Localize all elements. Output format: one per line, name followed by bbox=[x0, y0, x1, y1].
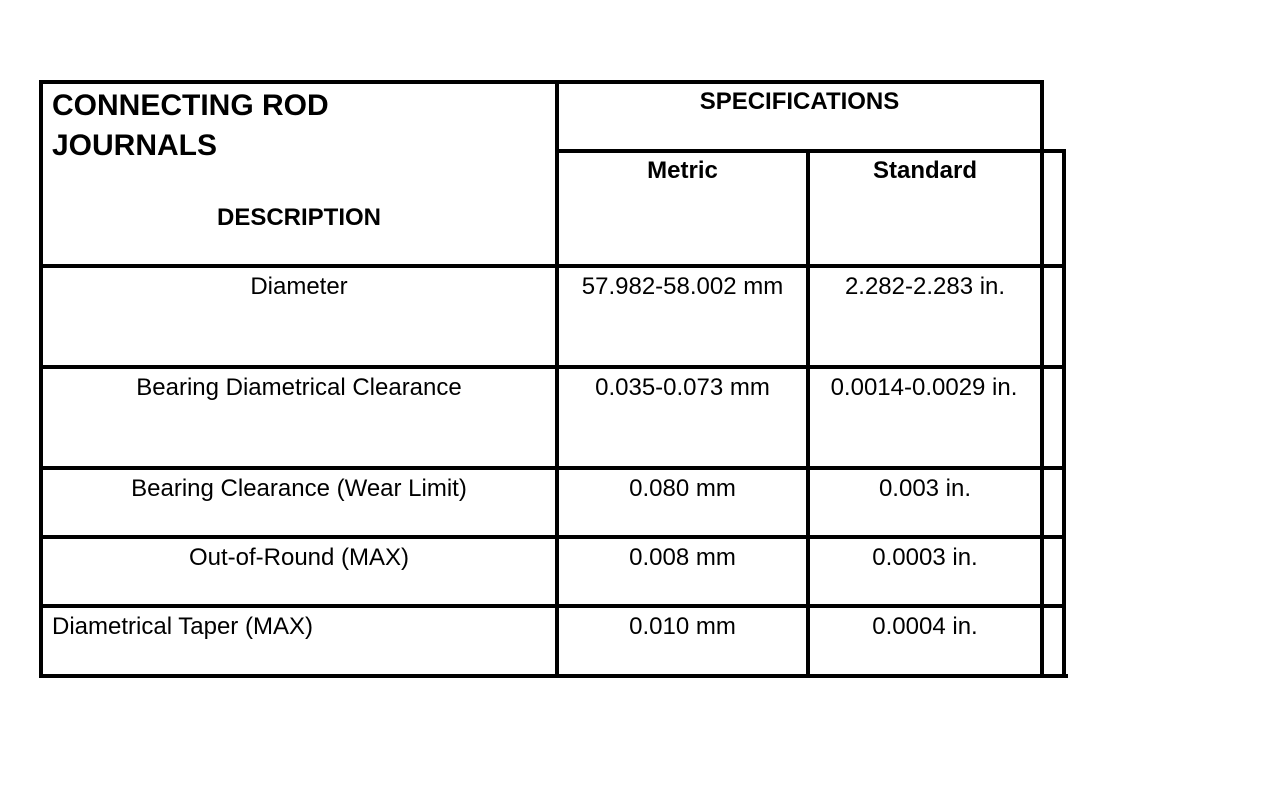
standard-header: Standard bbox=[872, 157, 977, 184]
table-row-1-standard: 2.282-2.283 in. bbox=[844, 273, 1006, 300]
table-row-3-metric: 0.080 mm bbox=[629, 475, 736, 502]
row-4-top-border bbox=[39, 535, 1066, 539]
table-row-2-description: Bearing Diametrical Clearance bbox=[136, 374, 462, 401]
table-row-2-standard: 0.0014-0.0029 in. bbox=[830, 374, 1018, 401]
table-title bbox=[52, 86, 532, 166]
description-header: DESCRIPTION bbox=[216, 204, 381, 231]
table-row-1-metric: 57.982-58.002 mm bbox=[581, 273, 784, 300]
table-row-4-description: Out-of-Round (MAX) bbox=[188, 544, 410, 571]
row-1-top-border bbox=[39, 264, 1066, 268]
table-row-4-metric: 0.008 mm bbox=[629, 544, 736, 571]
table-row-3-description: Bearing Clearance (Wear Limit) bbox=[131, 475, 467, 502]
table-top-border bbox=[39, 80, 1044, 84]
extra-right-border bbox=[1062, 149, 1066, 678]
table-row-4-standard: 0.0003 in. bbox=[872, 544, 978, 571]
table-row-1-description: Diameter bbox=[250, 273, 348, 300]
row-2-top-border bbox=[39, 365, 1066, 369]
table-row-5-standard: 0.0004 in. bbox=[872, 613, 978, 640]
table-title-line-2: JOURNALS bbox=[52, 129, 218, 162]
metric-standard-divider bbox=[806, 149, 810, 678]
specifications-right-border bbox=[1040, 80, 1044, 678]
table-row-2-metric: 0.035-0.073 mm bbox=[595, 374, 770, 401]
table-row-3-standard: 0.003 in. bbox=[878, 475, 972, 502]
subheader-top-border bbox=[555, 149, 1066, 153]
table-row-5-description: Diametrical Taper (MAX) bbox=[52, 613, 313, 640]
row-3-top-border bbox=[39, 466, 1066, 470]
metric-header: Metric bbox=[647, 157, 718, 184]
table-row-5-metric: 0.010 mm bbox=[629, 613, 736, 640]
table-bottom-border bbox=[39, 674, 1068, 678]
specifications-header: SPECIFICATIONS bbox=[699, 88, 900, 115]
table-title-line-1: CONNECTING ROD bbox=[52, 89, 329, 122]
row-5-top-border bbox=[39, 604, 1066, 608]
